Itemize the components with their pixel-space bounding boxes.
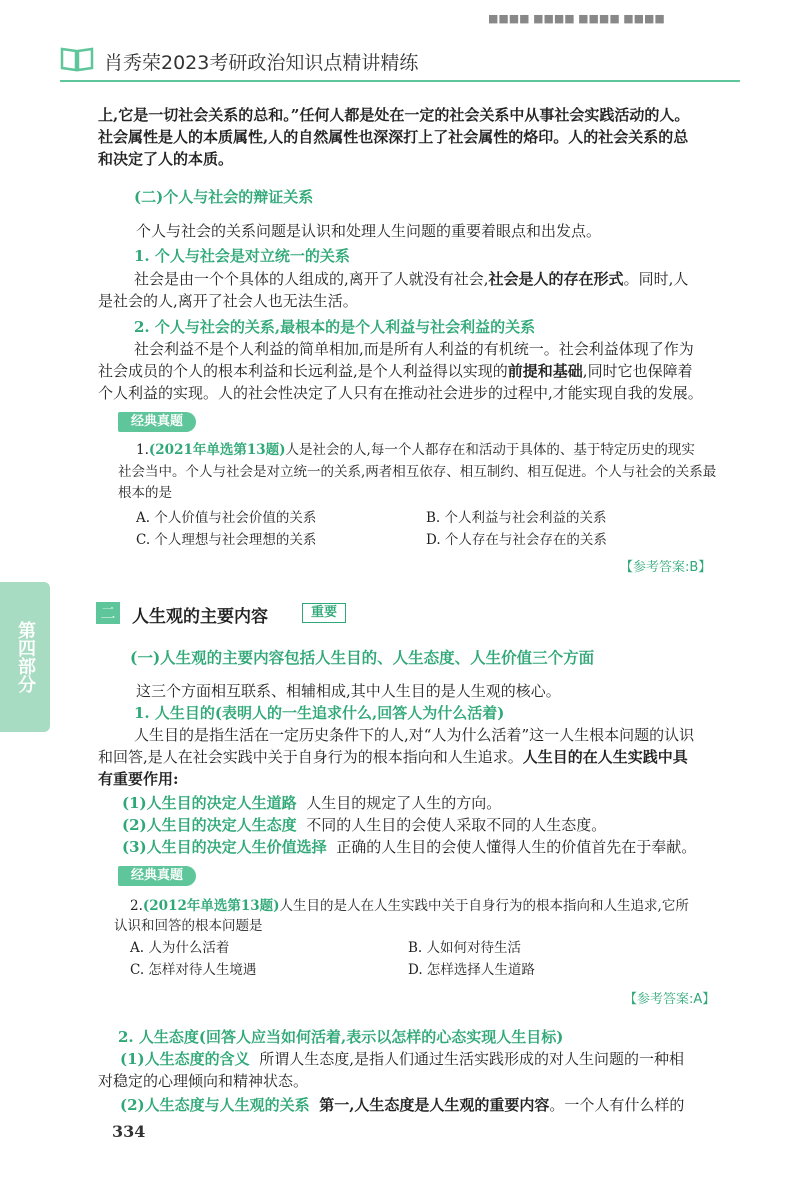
role-item: (3)人生目的决定人生价值选择 正确的人生目的会使人懂得人生的价值首先在于奉献。 [122, 838, 697, 856]
paragraph-core: 这三个方面相互联系、相辅相成,其中人生目的是人生观的核心。 [136, 682, 561, 700]
subheading-individual-society: (二)个人与社会的辩证关系 [134, 188, 314, 206]
exam-question-1-cont: 社会当中。个人与社会是对立统一的关系,两者相互依存、相互制约、相互促进。个人与社会的关系最 根本的是 [118, 464, 717, 501]
option-a: A. 人为什么活着 [130, 940, 230, 956]
point-title-interests: 2. 个人与社会的关系,最根本的是个人利益与社会利益的关系 [134, 318, 536, 336]
importance-tag: 重要 [302, 603, 346, 623]
role-item: (1)人生目的决定人生道路 人生目的规定了人生的方向。 [122, 794, 502, 812]
answer-1: 【参考答案:B】 [620, 560, 712, 575]
book-title: 肖秀荣2023考研政治知识点精讲精练 [104, 52, 419, 74]
paragraph-life-purpose: 人生目的是指生活在一定历史条件下的人,对“人为什么活着”这一人生根本问题的认识 和回答,是人在社会实践中关于自身行为的根本指向和人生追求。人生目的在人生实践中具 有重要作用: [98, 726, 695, 788]
section-title: 人生观的主要内容 [132, 607, 268, 627]
role-item: (2)人生目的决定人生态度 不同的人生目的会使人采取不同的人生态度。 [122, 816, 607, 834]
classic-exam-badge: 经典真题 [118, 866, 196, 886]
paragraph-interests: 社会利益不是个人利益的简单相加,而是所有人利益的有机统一。社会利益体现了作为 社会成员的个人的根本利益和长远利益,是个人利益得以实现的前提和基础,同时它也保障着 个人利益的实现。人的社会性决定了人只有在推动社会进步的过程中,才能实现自我的发展。 [98, 340, 703, 402]
option-c: C. 怎样对待人生境遇 [130, 962, 257, 978]
side-tab-part-four: 第四部分 [0, 582, 50, 732]
exam-question-2-cont: 认识和回答的根本问题是 [114, 918, 263, 934]
section-number: 二 [96, 602, 120, 624]
top-right-running-text: ■■■■ ■■■■ ■■■■ ■■■■ [488, 12, 665, 25]
page-number: 334 [112, 1122, 146, 1141]
paragraph-attitude-definition: (1)人生态度的含义 所谓人生态度,是指人们通过生活实践形成的对人生问题的一种相 对稳定的心理倾向和精神状态。 [98, 1050, 684, 1090]
option-c: C. 个人理想与社会理想的关系 [136, 532, 317, 548]
option-d: D. 个人存在与社会存在的关系 [426, 532, 607, 548]
point-title-life-attitude: 2. 人生态度(回答人应当如何活着,表示以怎样的心态实现人生目标) [118, 1028, 564, 1046]
exam-question-1: 1.(2021年单选第13题)人是社会的人,每一个人都存在和活动于具体的、基于特定历史的现实 [136, 442, 695, 458]
intro-line-3: 和决定了人的本质。 [98, 150, 234, 168]
paragraph-attitude-relation: (2)人生态度与人生观的关系 第一,人生态度是人生观的重要内容。一个人有什么样的 [120, 1096, 685, 1114]
subheading-main-content: (一)人生观的主要内容包括人生目的、人生态度、人生价值三个方面 [130, 648, 595, 667]
option-a: A. 个人价值与社会价值的关系 [136, 510, 317, 526]
exam-question-2: 2.(2012年单选第13题)人生目的是人在人生实践中关于自身行为的根本指向和人生追求,它所 [130, 898, 689, 914]
roles-list [122, 792, 748, 858]
classic-exam-badge: 经典真题 [118, 412, 196, 432]
paragraph-unity: 社会是由一个个具体的人组成的,离开了人就没有社会,社会是人的存在形式。同时,人 是社会的人,离开了社会人也无法生活。 [98, 270, 689, 310]
book-icon [60, 46, 94, 72]
option-d: D. 怎样选择人生道路 [408, 962, 535, 978]
intro-line-2: 社会属性是人的本质属性,人的自然属性也深深打上了社会属性的烙印。人的社会关系的总 [98, 128, 689, 146]
answer-2: 【参考答案:A】 [624, 992, 716, 1007]
option-b: B. 个人利益与社会利益的关系 [426, 510, 607, 526]
paragraph-key-issue: 个人与社会的关系问题是认识和处理人生问题的重要着眼点和出发点。 [136, 222, 602, 240]
point-title-life-purpose: 1. 人生目的(表明人的一生追求什么,回答人为什么活着) [134, 704, 505, 722]
option-b: B. 人如何对待生活 [408, 940, 522, 956]
header-divider [60, 80, 740, 82]
intro-paragraph [98, 104, 748, 170]
point-title-unity: 1. 个人与社会是对立统一的关系 [134, 247, 350, 265]
intro-line-1: 上,它是一切社会关系的总和。”任何人都是处在一定的社会关系中从事社会实践活动的人。 [98, 106, 690, 124]
